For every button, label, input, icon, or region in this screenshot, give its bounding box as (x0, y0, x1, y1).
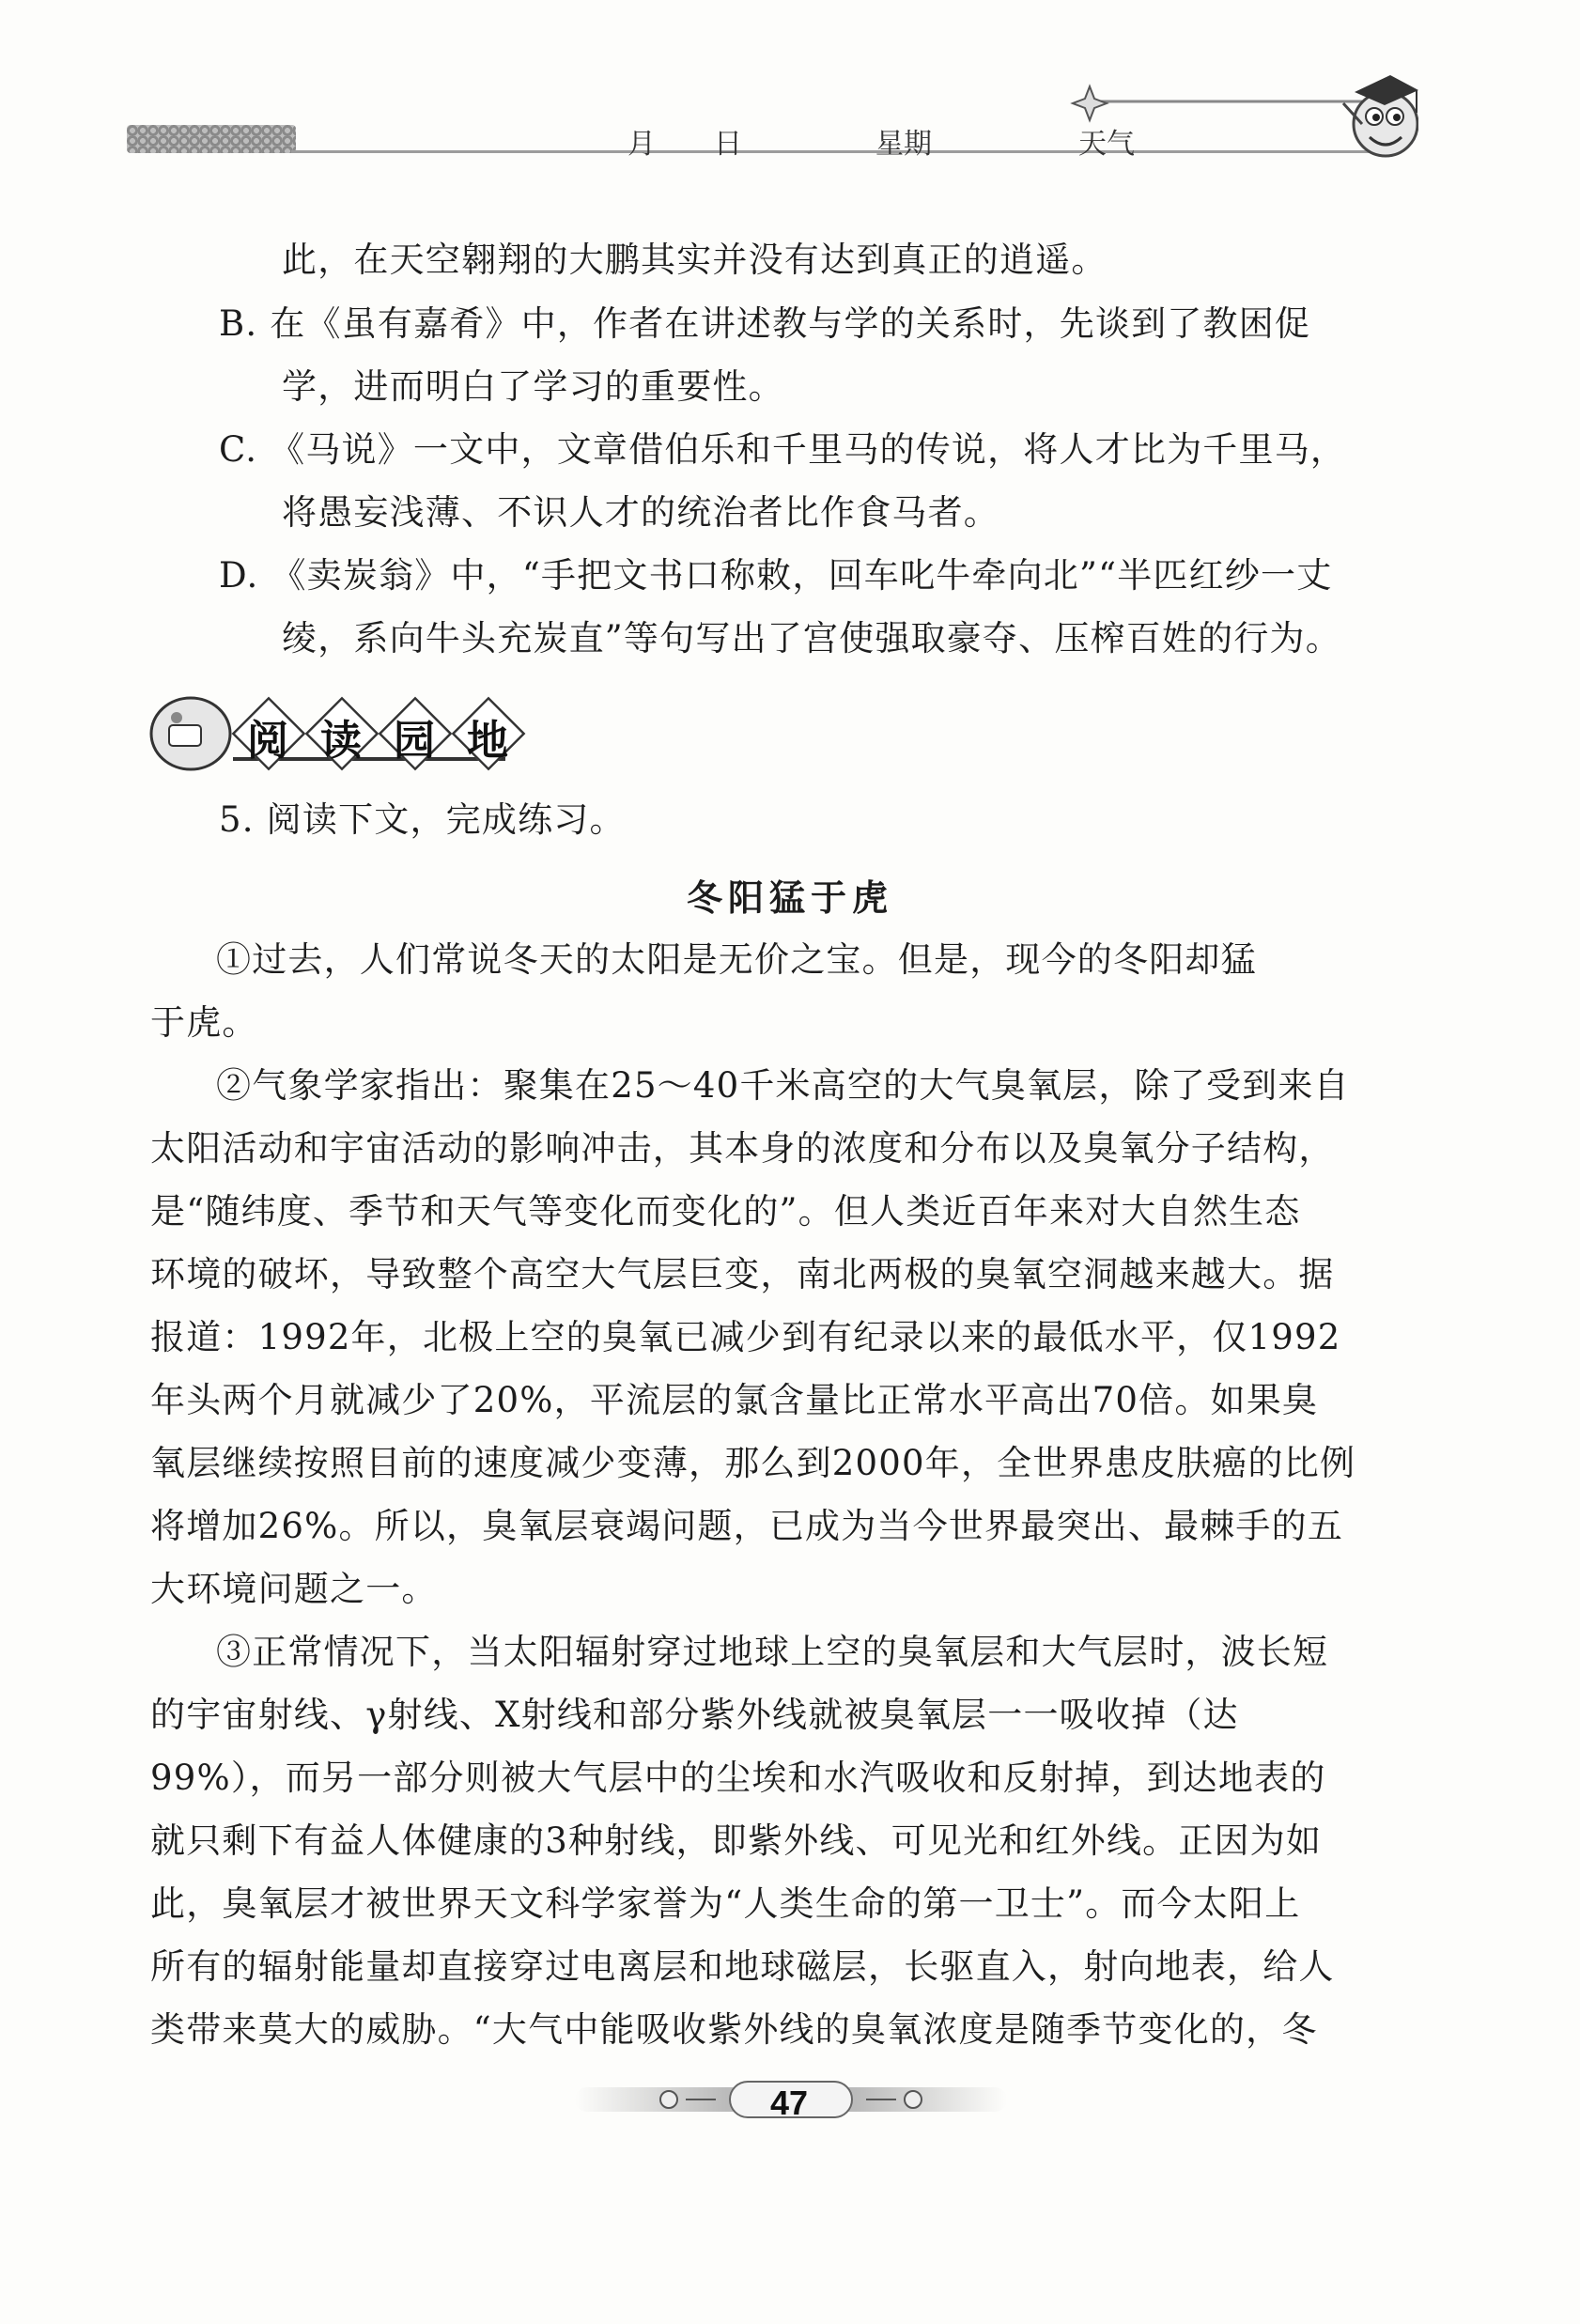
article-line: 将增加26%。所以，臭氧层衰竭问题，已成为当今世界最突出、最棘手的五 (150, 1506, 1344, 1546)
article-line: 环境的破坏，导致整个高空大气层巨变，南北两极的臭氧空洞越来越大。据 (150, 1254, 1335, 1294)
article-line: 的宇宙射线、γ射线、X射线和部分紫外线就被臭氧层一一吸收掉（达 (150, 1695, 1239, 1735)
question-prompt: 5. 阅读下文，完成练习。 (219, 799, 626, 840)
option-b-line1: B. 在《虽有嘉肴》中，作者在讲述教与学的关系时，先谈到了教困促 (219, 303, 1311, 344)
article-line: 99%），而另一部分则被大气层中的尘埃和水汽吸收和反射掉，到达地表的 (150, 1758, 1326, 1798)
banner-char-4: 地 (467, 717, 508, 765)
header-day-label: 日 (714, 129, 742, 160)
article-line: 大环境问题之一。 (150, 1569, 438, 1609)
article-line: 类带来莫大的威胁。“大气中能吸收紫外线的臭氧浓度是随季节变化的，冬 (150, 2009, 1318, 2050)
article-line: 氧层继续按照目前的速度减少变薄，那么到2000年，全世界患皮肤癌的比例 (150, 1443, 1356, 1483)
banner-char-1: 阅 (247, 717, 288, 765)
article-line: 太阳活动和宇宙活动的影响冲击，其本身的浓度和分布以及臭氧分子结构， (150, 1128, 1335, 1169)
header-weekday-label: 星期 (875, 129, 932, 160)
option-c-line1: C. 《马说》一文中，文章借伯乐和千里马的传说，将人才比为千里马， (219, 429, 1347, 470)
page-header (0, 0, 1580, 178)
article-line: 于虎。 (150, 1002, 258, 1043)
option-a-tail: 此，在天空翱翔的大鹏其实并没有达到真正的逍遥。 (282, 240, 1108, 280)
graduate-mascot-icon (1061, 68, 1418, 171)
banner-char-3: 园 (394, 717, 435, 765)
option-d-line2: 绫，系向牛头充炭直”等句写出了宫使强取豪夺、压榨百姓的行为。 (282, 618, 1341, 658)
option-c-line2: 将愚妄浅薄、不识人才的统治者比作食马者。 (282, 492, 999, 533)
header-weather-label: 天气 (1078, 129, 1135, 160)
option-b-line2: 学，进而明白了学习的重要性。 (282, 366, 784, 407)
option-d-line1: D. 《卖炭翁》中，“手把文书口称敕，回车叱牛牵向北”“半匹红纱一丈 (219, 555, 1333, 596)
article-line: ②气象学家指出：聚集在25～40千米高空的大气臭氧层，除了受到来自 (216, 1065, 1350, 1106)
header-decorative-stripe (127, 125, 296, 153)
article-title: 冬阳猛于虎 (686, 877, 893, 919)
article-line: 是“随纬度、季节和天气等变化而变化的”。但人类近百年来对大自然生态 (150, 1191, 1301, 1232)
page-number: 47 (769, 2084, 809, 2122)
article-line: ③正常情况下，当太阳辐射穿过地球上空的臭氧层和大气层时，波长短 (216, 1632, 1329, 1672)
article-line: 就只剩下有益人体健康的3种射线，即紫外线、可见光和红外线。正因为如 (150, 1820, 1323, 1861)
header-month-label: 月 (627, 129, 656, 160)
article-line: 报道：1992年，北极上空的臭氧已减少到有纪录以来的最低水平，仅1992 (150, 1317, 1341, 1357)
article-line: 此，臭氧层才被世界天文科学家誉为“人类生命的第一卫士”。而今太阳上 (150, 1883, 1301, 1924)
article-line: ①过去，人们常说冬天的太阳是无价之宝。但是，现今的冬阳却猛 (216, 939, 1257, 980)
article-line: 所有的辐射能量却直接穿过电离层和地球磁层，长驱直入，射向地表，给人 (150, 1946, 1335, 1987)
article-line: 年头两个月就减少了20%，平流层的氯含量比正常水平高出70倍。如果臭 (150, 1380, 1319, 1420)
banner-char-2: 读 (320, 717, 362, 765)
